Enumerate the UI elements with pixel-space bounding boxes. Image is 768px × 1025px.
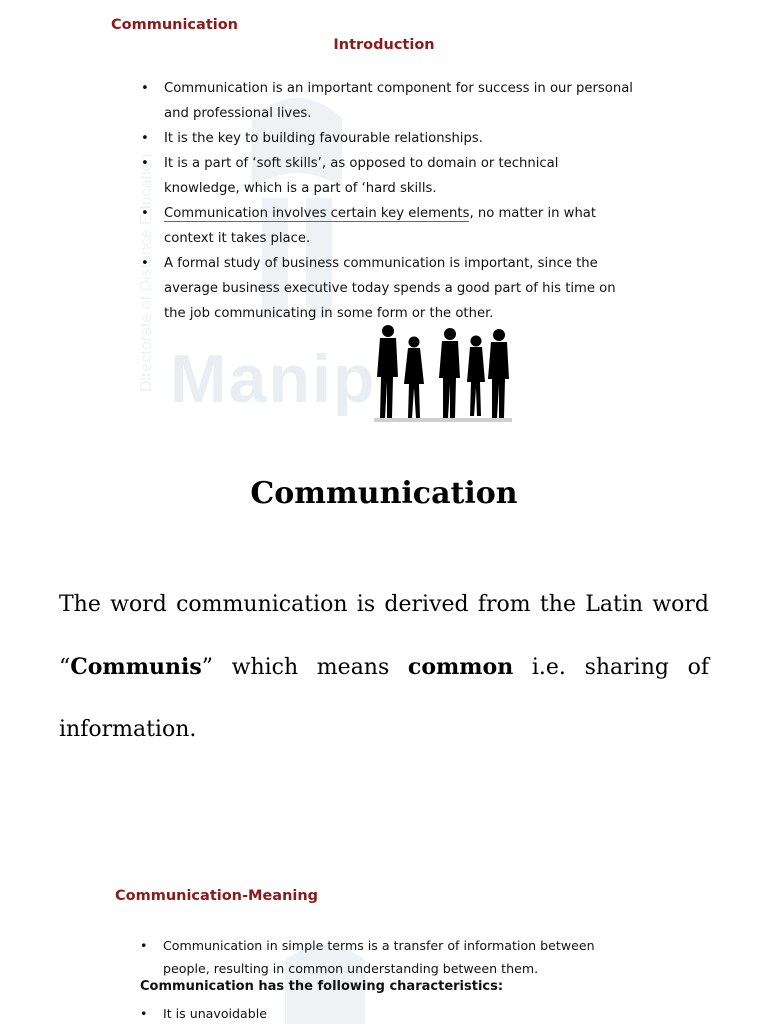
introduction-slide (0, 0, 768, 425)
watermark-vertical: Directorate of Distance Education (138, 153, 155, 392)
meaning-title: Communication-Meaning (115, 888, 319, 904)
list-item: • It is a part of ‘soft skills’, as opposed to domain or technical knowledge, which is a part of ‘hard skills. (141, 151, 633, 201)
business-people-silhouettes-image (372, 322, 514, 422)
slide-title: Communication (111, 17, 239, 33)
key-elements-link[interactable]: Communication involves certain key elements (164, 206, 470, 221)
definition-paragraph: The word communication is derived from the Latin word “Communis” which means common i.e. sharing of information. (59, 592, 709, 742)
intro-bullet-list (141, 76, 633, 326)
slide-heading: Introduction (333, 37, 435, 53)
meaning-bullet-list (140, 934, 610, 980)
list-item: • Communication in simple terms is a transfer of information between people, resulting in common understanding between them. (140, 934, 610, 980)
characteristics-subheading: Communication has the following characteristics: (140, 979, 504, 994)
page-heading: Communication (250, 476, 518, 511)
watermark-brand: Manip (170, 341, 377, 417)
list-item: • Communication involves certain key elements, no matter in what context it takes place. (141, 201, 633, 251)
latin-word: Communis (70, 654, 202, 680)
characteristics-bullet-list (140, 1002, 610, 1025)
meaning-slide (0, 870, 768, 1024)
list-item: • A formal study of business communication is important, since the average business executive today spends a good part of his time on the job communicating in some form or the other. (141, 251, 633, 326)
list-item: • Communication is an important component for success in our personal and professional lives. (141, 76, 633, 126)
list-item: • It is the key to building favourable relationships. (141, 126, 633, 151)
list-item: • It is unavoidable (140, 1002, 610, 1025)
keyword-common: common (407, 654, 514, 680)
